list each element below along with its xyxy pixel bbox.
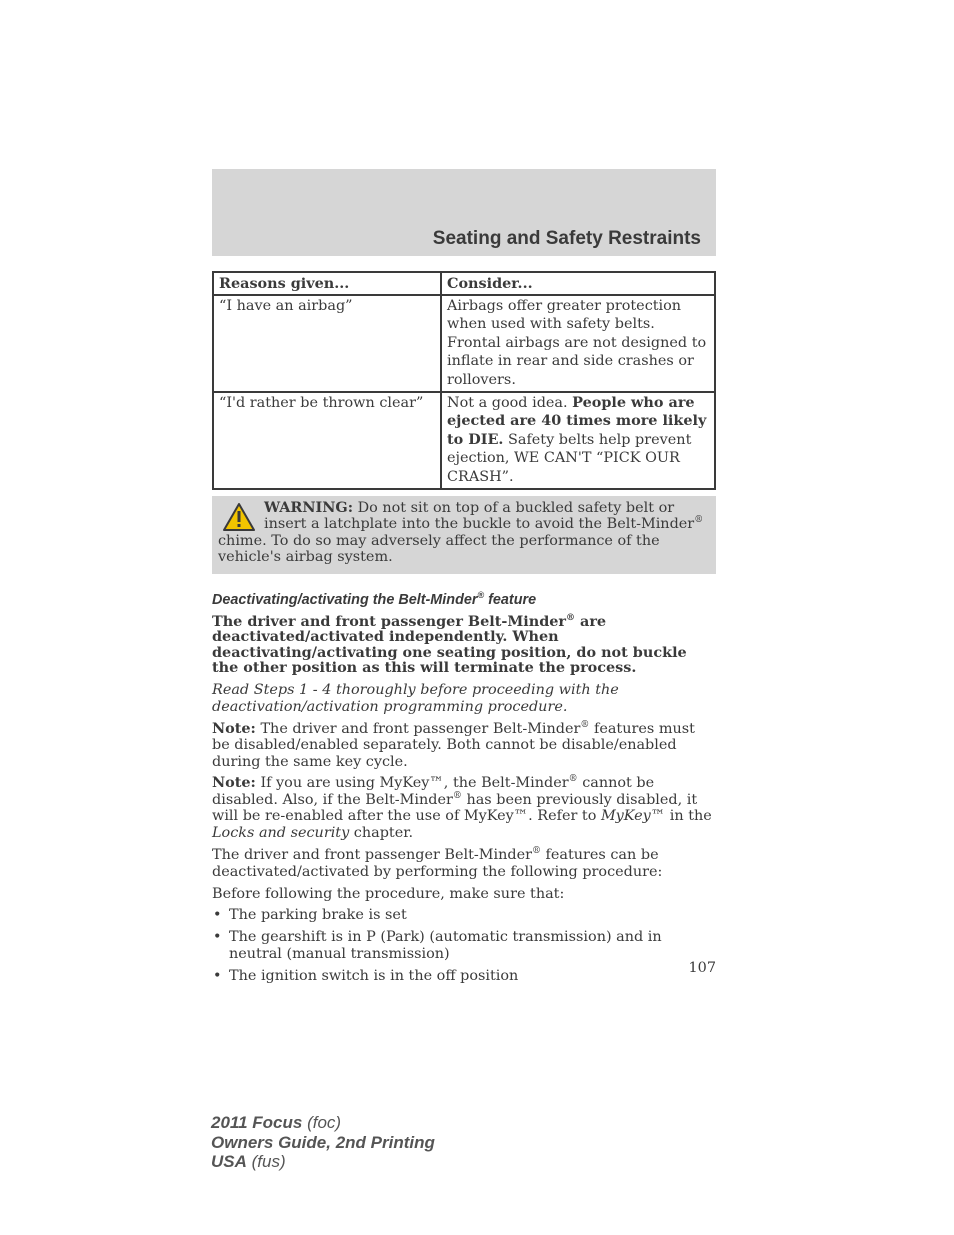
document-footer <box>211 1113 435 1172</box>
footer-model: 2011 Focus <box>211 1113 303 1132</box>
body-paragraph <box>212 847 716 880</box>
lead-paragraph <box>212 614 716 676</box>
footer-line <box>211 1133 435 1153</box>
reasons-table <box>212 271 716 490</box>
note-text: cannot be disabled. Also, if the Belt-Minder <box>212 775 655 808</box>
page-number: 107 <box>688 960 716 976</box>
column-header-reasons: Reasons given... <box>213 272 441 295</box>
consider-emphasis: People who are ejected are 40 times more likely to DIE. <box>447 393 707 448</box>
warning-label: WARNING: <box>264 498 354 516</box>
table-row <box>213 392 715 489</box>
footer-code: (foc) <box>302 1113 342 1132</box>
reason-cell: “I have an airbag” <box>213 295 441 392</box>
note-paragraph <box>212 721 716 771</box>
consider-text: Not a good idea. <box>447 394 573 411</box>
note-paragraph <box>212 775 716 841</box>
footer-line <box>211 1152 435 1172</box>
mykey-reference: MyKey™ <box>600 808 666 825</box>
warning-text: chime. To do so may adversely affect the performance of the vehicle's airbag system. <box>218 532 660 566</box>
checklist <box>212 907 716 985</box>
footer-edition: Owners Guide, 2nd Printing <box>211 1132 435 1152</box>
read-steps-note: Read Steps 1 - 4 thoroughly before proceeding with the deactivation/activation programming procedure. <box>212 681 619 715</box>
warning-box <box>212 496 716 574</box>
section-heading-text: Deactivating/activating the Belt-Minder <box>212 591 478 608</box>
body-text: The driver and front passenger Belt-Minder <box>212 847 532 864</box>
note-text: If you are using MyKey™, the Belt-Minder <box>255 775 569 792</box>
note-text: features must be disabled/enabled separately. Both cannot be disable/enabled during the same key cycle. <box>212 720 695 770</box>
registered-mark: ® <box>568 774 578 785</box>
section-heading-text: feature <box>484 591 537 608</box>
consider-cell <box>441 392 715 489</box>
note-text: in the <box>665 808 712 825</box>
note-text: chapter. <box>349 824 414 841</box>
warning-text: Do not sit on top of a buckled safety belt or insert a latchplate into the buckle to avoid the Belt-Minder <box>264 499 695 533</box>
list-item: • The gearshift is in P (Park) (automatic transmission) and in neutral (manual transmission) <box>212 929 716 962</box>
consider-text: Safety belts help prevent ejection, WE CAN'T “PICK OUR CRASH”. <box>447 431 692 485</box>
registered-mark: ® <box>566 612 575 623</box>
page-content <box>212 271 716 991</box>
registered-mark: ® <box>694 515 704 526</box>
lead-text: The driver and front passenger Belt-Minder <box>212 612 566 630</box>
locks-security-reference: Locks and security <box>212 824 350 841</box>
list-item: • The ignition switch is in the off position <box>212 968 716 985</box>
table-row <box>213 295 715 392</box>
registered-mark: ® <box>531 846 541 857</box>
reason-cell: “I'd rather be thrown clear” <box>213 392 441 489</box>
section-heading <box>212 589 716 609</box>
registered-mark: ® <box>477 589 485 600</box>
footer-code: (fus) <box>246 1152 286 1171</box>
lead-text: are deactivated/activated independently. When deactivating/activating one seating position, do not buckle the other position as this will terminate the process. <box>212 612 687 677</box>
body-text: features can be deactivated/activated by performing the following procedure: <box>212 847 663 880</box>
body-paragraph: Before following the procedure, make sure that: <box>212 886 565 903</box>
note-label: Note: <box>212 719 256 737</box>
note-label: Note: <box>212 774 256 792</box>
footer-market: USA <box>211 1152 247 1171</box>
warning-triangle-icon <box>222 502 256 532</box>
chapter-header-band <box>212 169 716 256</box>
chapter-title: Seating and Safety Restraints <box>432 228 701 249</box>
table-header-row <box>213 272 715 295</box>
note-text: The driver and front passenger Belt-Minder <box>255 720 581 737</box>
registered-mark: ® <box>580 719 590 730</box>
note-text: has been previously disabled, it will be re-enabled after the use of MyKey™. Refer to <box>212 791 698 825</box>
list-item: • The parking brake is set <box>212 907 716 924</box>
column-header-consider: Consider... <box>441 272 715 295</box>
registered-mark: ® <box>452 790 462 801</box>
footer-line <box>211 1113 435 1133</box>
consider-cell: Airbags offer greater protection when used with safety belts. Frontal airbags are not designed to inflate in rear and side crashes or rollovers. <box>441 295 715 392</box>
